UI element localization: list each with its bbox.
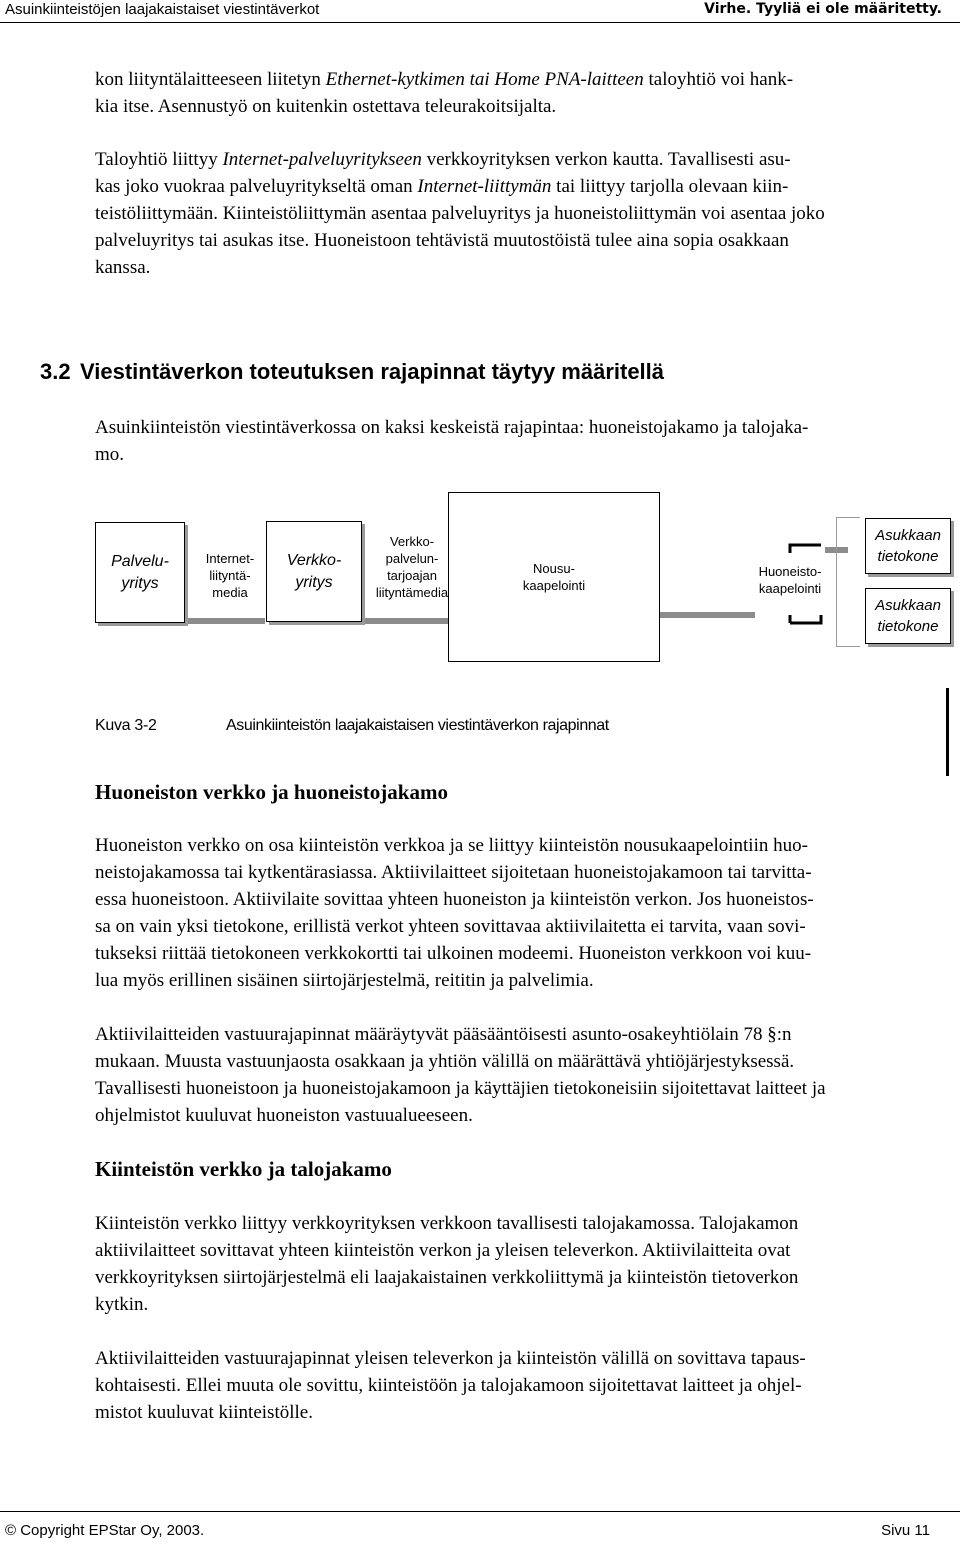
sub2-p1-line: kytkin. bbox=[95, 1294, 149, 1315]
sub1-p2-line: Tavallisesti huoneistoon ja huoneistojakamoon ja käyttäjien tietokoneisiin sijoitettavat laitteet ja bbox=[95, 1078, 826, 1099]
box-tietokone-1: Asukkaan tietokone bbox=[865, 518, 951, 574]
section-title: Viestintäverkon toteutuksen rajapinnat täytyy määritellä bbox=[80, 359, 665, 384]
label-internet-media: Internet- liityntä- media bbox=[205, 551, 255, 600]
footer-page-number: Sivu 11 bbox=[881, 1522, 930, 1539]
sub1-p2-line: Aktiivilaitteiden vastuurajapinnat määräytyvät pääsääntöisesti asunto-osakeyhtiölain 78 §:n bbox=[95, 1024, 792, 1045]
huoneisto-frame bbox=[836, 517, 860, 647]
sub2-p1-line: aktiivilaitteet sovittavat yhteen kiinteistön verkon ja yleisen televerkon. Aktiivilaitteita ovat bbox=[95, 1240, 791, 1261]
para2-line-2: kas joko vuokraa palveluyritykseltä oman Internet-liittymän tai liittyy tarjolla olevaan kiin- bbox=[95, 176, 789, 197]
section-intro-line-1: Asuinkiinteistön viestintäverkossa on kaksi keskeistä rajapintaa: huoneistojakamo ja talojaka- bbox=[95, 417, 809, 438]
section-number: 3.2 bbox=[40, 359, 71, 384]
figure-caption: Asuinkiinteistön laajakaistaisen viestintäverkon rajapinnat bbox=[226, 717, 609, 734]
sub1-p1-line: sa on vain yksi tietokone, erillistä verkot yhteen sovittavaa aktiivilaitetta ei tarvita, vaan sovi- bbox=[95, 916, 806, 937]
section-intro-paragraph bbox=[95, 414, 933, 468]
paragraph-huoneiston-verkko bbox=[95, 832, 933, 994]
box-palveluyritys: Palvelu- yritys bbox=[95, 522, 185, 623]
intro-line-2: kia itse. Asennustyö on kuitenkin ostettava teleurakoitsijalta. bbox=[95, 96, 557, 117]
intro-line-1: kon liityntälaitteeseen liitetyn Ethernet-kytkimen tai Home PNA-laitteen taloyhtiö voi hank- bbox=[95, 69, 794, 90]
label-tarjoaja-media: Verkko- palvelun- tarjoajan liityntämedia bbox=[375, 534, 449, 600]
paragraph-kiinteiston-verkko bbox=[95, 1210, 933, 1318]
footer-copyright: © Copyright EPStar Oy, 2003. bbox=[5, 1522, 205, 1539]
box-tietokone-2: Asukkaan tietokone bbox=[865, 588, 951, 644]
para2-line-4: palveluyritys tai asukas itse. Huoneistoon tehtävistä muutostöistä tulee aina sopia osakkaan bbox=[95, 230, 789, 251]
paragraph-taloyhtio bbox=[95, 146, 933, 281]
change-bar bbox=[946, 688, 949, 776]
connector-band-2 bbox=[362, 618, 448, 624]
connector-band-3 bbox=[660, 612, 755, 618]
sub1-p2-line: ohjelmistot kuuluvat huoneiston vastuualueeseen. bbox=[95, 1105, 473, 1126]
para2-line-5: kanssa. bbox=[95, 257, 151, 278]
sub2-p2-line: Aktiivilaitteiden vastuurajapinnat yleisen televerkon ja kiinteistön välillä on sovittava tapaus- bbox=[95, 1348, 806, 1369]
para2-line-3: teistöliittymään. Kiinteistöliittymän asentaa palveluyritys ja huoneistoliittymän voi asentaa joko bbox=[95, 203, 825, 224]
header-error-text: Virhe. Tyyliä ei ole määritetty. bbox=[704, 1, 942, 17]
paragraph-vastuurajapinnat bbox=[95, 1021, 933, 1129]
header-document-title: Asuinkiinteistöjen laajakaistaiset viestintäverkot bbox=[5, 1, 320, 18]
sub2-p1-line: verkkoyrityksen siirtojärjestelmä eli laajakaistainen verkkoliittymä ja kiinteistön tietoverkon bbox=[95, 1267, 799, 1288]
sub1-p1-line: neistojakamossa tai kytkentärasiassa. Aktiivilaitteet sijoitetaan huoneistojakamoon tai tarvitta- bbox=[95, 862, 812, 883]
page-header bbox=[0, 0, 960, 24]
box-huoneistokaapelointi: Huoneisto- kaapelointi bbox=[755, 515, 825, 645]
subheading-huoneiston-verkko: Huoneiston verkko ja huoneistojakamo bbox=[95, 780, 448, 804]
sub2-p2-line: kohtaisesti. Ellei muuta ole sovittu, kiinteistöön ja talojakamoon sijoitettavat laitteet ja ohjel- bbox=[95, 1375, 802, 1396]
paragraph-talojakamo-vastuu bbox=[95, 1345, 933, 1426]
subheading-kiinteiston-verkko: Kiinteistön verkko ja talojakamo bbox=[95, 1157, 392, 1181]
sub2-p1-line: Kiinteistön verkko liittyy verkkoyrityksen verkkoon tavallisesti talojakamossa. Talojakamon bbox=[95, 1213, 799, 1234]
sub1-p1-line: tukseksi riittää tietokoneen verkkokortti tai ulkoinen modeemi. Huoneiston verkkoon voi kuu- bbox=[95, 943, 812, 964]
sub2-p2-line: mistot kuuluvat kiinteistölle. bbox=[95, 1402, 313, 1423]
box-nousukaapelointi: Nousu- kaapelointi bbox=[448, 492, 660, 662]
header-rule bbox=[0, 22, 960, 23]
sub1-p1-line: Huoneiston verkko on osa kiinteistön verkkoa ja se liittyy kiinteistön nousukaapelointiin huo- bbox=[95, 835, 808, 856]
section-intro-line-2: mo. bbox=[95, 444, 125, 465]
sub1-p1-line: lua myös erillinen sisäinen siirtojärjestelmä, reititin ja palvelimia. bbox=[95, 970, 594, 991]
footer-rule bbox=[0, 1511, 960, 1512]
network-interface-diagram bbox=[0, 485, 960, 655]
figure-number: Kuva 3-2 bbox=[95, 717, 157, 734]
box-verkkoyritys: Verkko- yritys bbox=[266, 521, 362, 622]
para2-line-1: Taloyhtiö liittyy Internet-palveluyritykseen verkkoyrityksen verkon kautta. Tavallisesti asu- bbox=[95, 149, 791, 170]
intro-paragraph bbox=[95, 66, 933, 120]
sub1-p2-line: mukaan. Muusta vastuunjaosta osakkaan ja yhtiön välillä on määrättävä yhtiöjärjestyksessä. bbox=[95, 1051, 795, 1072]
connector-band-1 bbox=[185, 618, 265, 624]
sub1-p1-line: essa huoneistoon. Aktiivilaite sovittaa yhteen huoneiston ja kiinteistön verkon. Jos huoneistos- bbox=[95, 889, 814, 910]
